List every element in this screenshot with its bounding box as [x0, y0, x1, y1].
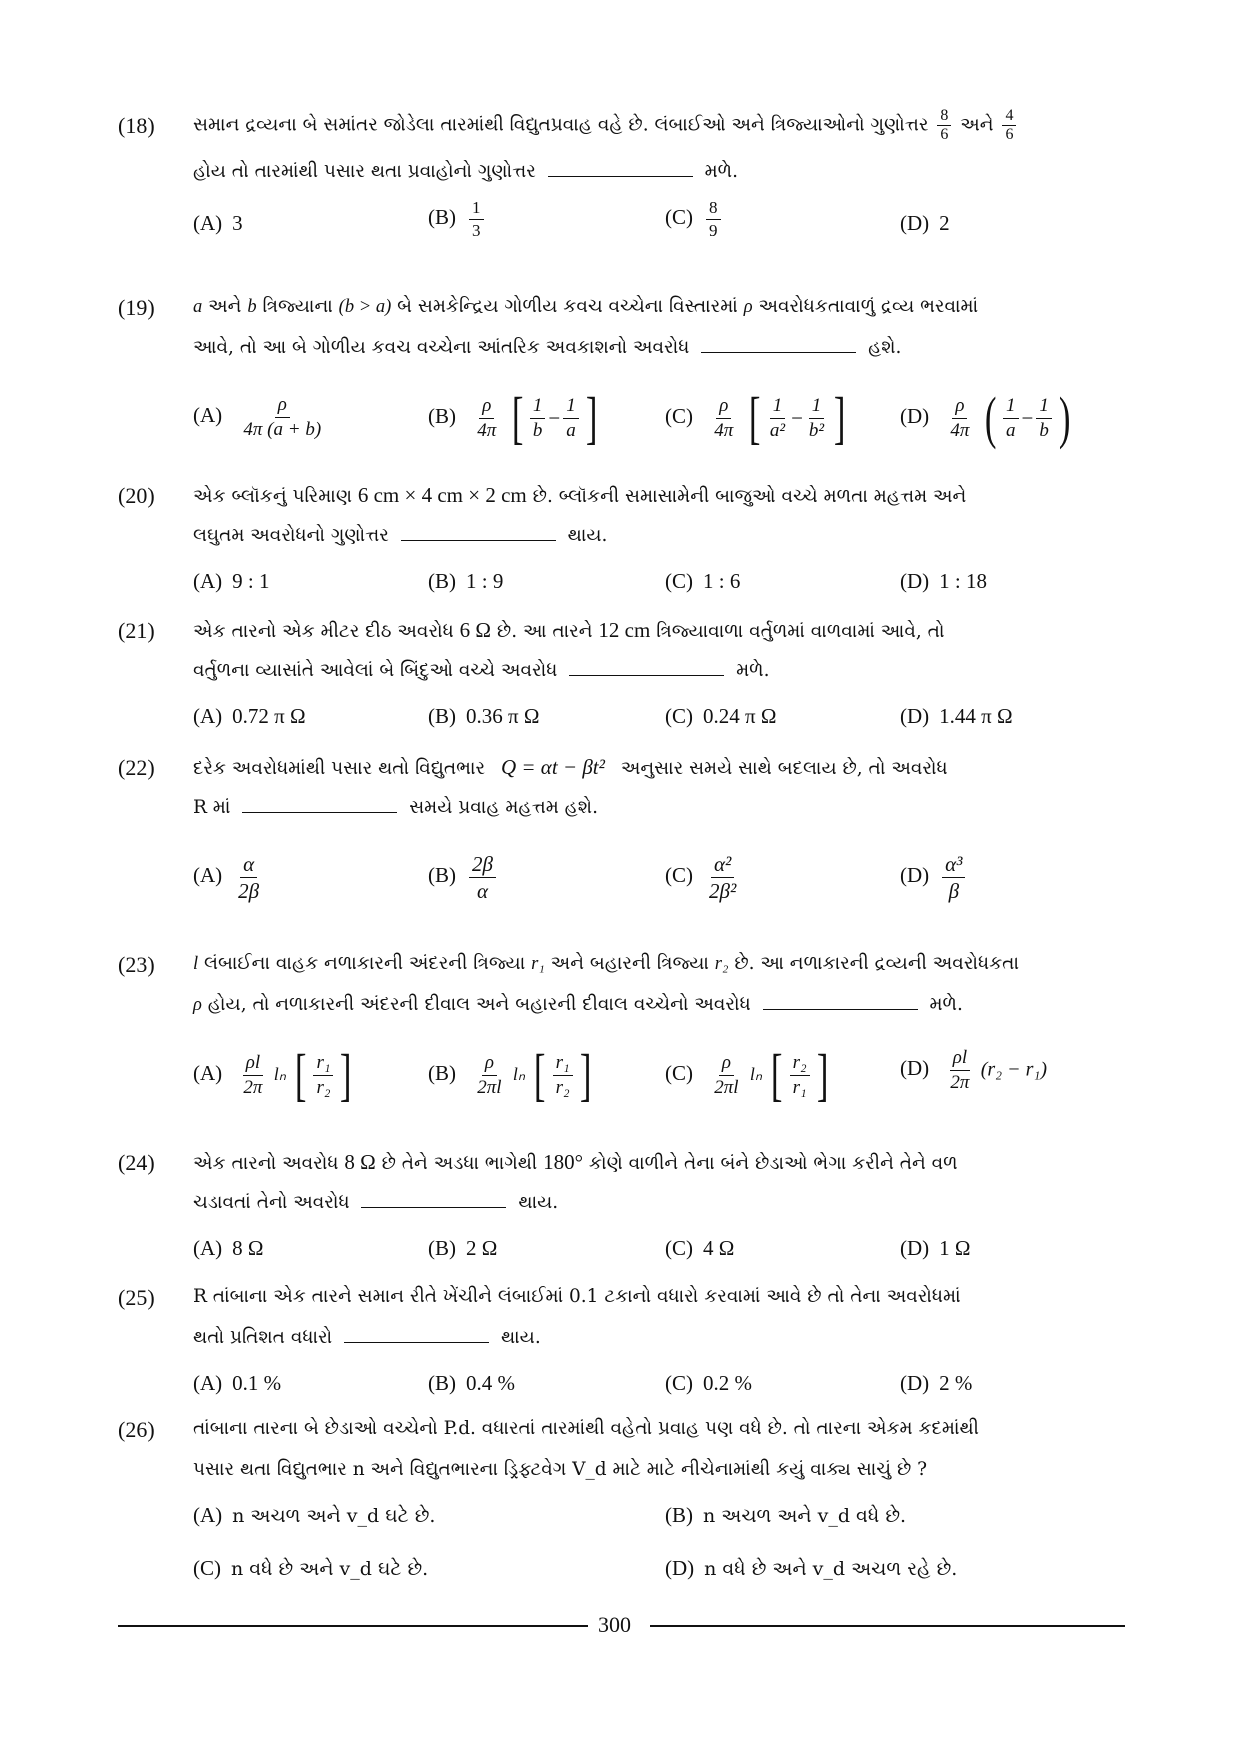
option-label: (C): [665, 704, 693, 728]
math-symbol: b: [247, 297, 257, 317]
option-a[interactable]: (A) $\frac{\rho l}{2\pi}$ lₙ [ $\frac{\text{r₁}}{\text{r₂}}$ ]: [193, 1042, 352, 1107]
question-text: લંબાઈના વાહક નળાકારની અંદરની ત્રિજ્યા: [204, 953, 526, 974]
option-label: (A): [193, 403, 223, 428]
option-a[interactable]: [193, 569, 270, 594]
option-b[interactable]: [428, 1371, 515, 1396]
math-expression: Q = αt − βt²: [500, 755, 605, 779]
option-value: 4 Ω: [703, 1236, 735, 1260]
fraction-denominator: 2π: [950, 1072, 970, 1093]
option-label: (D): [900, 569, 930, 593]
option-label: (A): [193, 863, 223, 888]
fraction-numerator: 4: [1002, 107, 1016, 126]
question-text: એક બ્લૉકનું પરિમાણ: [193, 486, 352, 507]
question-text: થાય.: [500, 1327, 541, 1348]
option-label: (D): [900, 211, 930, 235]
math-expression: 180°: [543, 1150, 584, 1174]
question-text: મળે.: [929, 994, 963, 1015]
question-text: R તાંબાના એક તારને સમાન રીતે ખેંચીને લંબાઈમાં 0.1 ટકાનો વધારો કરવામાં આવે છે તો તેના અવરોધમાં: [193, 1286, 961, 1307]
option-label: (D): [900, 1371, 930, 1395]
question-text: લઘુતમ અવરોધનો ગુણોત્તર: [193, 525, 389, 546]
math-expression: (b > a): [338, 297, 392, 317]
answer-blank: [569, 661, 724, 676]
fraction-numerator: 1: [469, 197, 484, 220]
option-a[interactable]: [193, 1503, 435, 1528]
fraction-numerator: 1: [530, 394, 546, 419]
option-value: n વધે છે અને v_d અચળ રહે છે.: [704, 1558, 958, 1580]
option-label: (B): [428, 569, 456, 593]
option-d[interactable]: [900, 704, 1013, 729]
question-text: છે. આ નળાકારની દ્રવ્યની અવરોધકતા: [734, 953, 1019, 974]
fraction-numerator: 2β: [469, 851, 496, 878]
option-c[interactable]: [665, 851, 742, 904]
math-symbol: a: [193, 297, 203, 317]
log-symbol: lₙ: [749, 1063, 762, 1084]
question-number: (20): [118, 483, 155, 508]
option-label: (C): [665, 1060, 693, 1085]
operator: −: [1021, 405, 1034, 430]
fraction-denominator: 2β: [238, 879, 260, 903]
option-value: n અચળ અને v_d વધે છે.: [703, 1505, 907, 1527]
fraction-denominator: 2π: [243, 1076, 263, 1098]
fraction-denominator: 6: [1005, 126, 1014, 143]
question-text: છે તેને અડધા ભાગેથી: [381, 1153, 538, 1174]
question-number: (18): [118, 113, 155, 138]
question-number: (21): [118, 618, 155, 643]
option-c[interactable]: [665, 197, 724, 242]
option-value: 0.2 %: [703, 1371, 752, 1395]
option-label: (C): [665, 863, 693, 888]
option-a[interactable]: [193, 1236, 264, 1261]
fraction-numerator: 1: [1036, 394, 1052, 419]
option-label: (D): [900, 704, 930, 728]
answer-blank: [344, 1328, 489, 1343]
answer-blank: [401, 526, 556, 541]
fraction-denominator: a: [566, 419, 576, 441]
option-label: (A): [193, 1236, 223, 1260]
question-text: થાય.: [567, 525, 608, 546]
option-value: 0.1 %: [232, 1371, 282, 1395]
option-d[interactable]: [665, 1556, 957, 1581]
math-symbol: r₁: [531, 954, 545, 974]
answer-blank: [763, 995, 918, 1010]
option-d[interactable]: (D) $\frac{\rho}{4\pi}$ ( $\frac{1}{a}$ − $\frac{1}{b}$ ): [900, 385, 1071, 450]
answer-blank: [361, 1193, 506, 1208]
fraction-denominator: r₁: [792, 1076, 807, 1098]
option-value: 0.24 π Ω: [703, 704, 777, 728]
option-value: 3: [232, 211, 243, 235]
question-text: વર્તુળના વ્યાસાંતે આવેલાં બે બિંદુઓ વચ્ચે અવરોધ: [193, 660, 558, 681]
fraction-numerator: 1: [770, 394, 786, 419]
fraction-numerator: ρ: [719, 1051, 734, 1076]
question-text: બે સમકેન્દ્રિય ગોળીય કવચ વચ્ચેના વિસ્તારમાં: [397, 296, 738, 317]
fraction-denominator: b: [532, 419, 543, 441]
fraction-numerator: r₁: [553, 1051, 573, 1076]
question-text: એક તારનો એક મીટર દીઠ અવરોધ: [193, 621, 454, 642]
option-c[interactable]: (C) $\frac{\rho}{4\pi}$ [ $\frac{1}{\text{a²}}$ − $\frac{1}{\text{b²}}$ ]: [665, 385, 846, 450]
option-label: (C): [665, 205, 693, 230]
question-text: તાંબાના તારના બે છેડાઓ વચ્ચેનો P.d. વધારતાં તારમાંથી વહેતો પ્રવાહ પણ વધે છે. તો તારના એકમ કદમાંથી: [193, 1418, 979, 1439]
option-b[interactable]: [428, 197, 487, 242]
answer-blank: [242, 798, 397, 813]
fraction-denominator: 6: [940, 126, 949, 143]
option-a[interactable]: [193, 704, 306, 729]
fraction-numerator: 8: [706, 197, 721, 220]
option-label: (C): [665, 1236, 693, 1260]
option-c[interactable]: [665, 569, 740, 594]
option-a[interactable]: [193, 211, 243, 236]
option-value: 1 : 18: [939, 569, 987, 593]
fraction-denominator: 4π: [950, 419, 970, 441]
option-label: (D): [900, 1056, 930, 1081]
option-label: (D): [900, 863, 930, 888]
fraction-denominator: 3: [472, 221, 481, 240]
question-text: દરેક અવરોધમાંથી પસાર થતો વિદ્યુતભાર: [193, 758, 486, 779]
option-a[interactable]: [193, 1371, 281, 1396]
option-d[interactable]: [900, 1236, 971, 1261]
footer-rule-right: [650, 1625, 1125, 1627]
option-label: (C): [665, 1371, 693, 1395]
question-text: સમયે પ્રવાહ મહત્તમ હશે.: [409, 797, 598, 818]
fraction-denominator: b: [1039, 419, 1049, 441]
math-expression: 6 Ω: [459, 618, 491, 642]
fraction-denominator: r₂: [555, 1076, 570, 1098]
option-c[interactable]: [193, 1556, 428, 1581]
option-b[interactable]: [428, 569, 503, 594]
fraction-denominator: a: [1006, 419, 1016, 441]
fraction-numerator: r₁: [313, 1051, 333, 1076]
option-label: (A): [193, 211, 223, 235]
option-label: (C): [665, 403, 693, 428]
fraction-numerator: α: [240, 851, 257, 878]
question-text: સમાન દ્રવ્યના બે સમાંતર જોડેલા તારમાંથી વિદ્યુતપ્રવાહ વહે છે. લંબાઈઓ અને ત્રિજ્યાઓનો ગુણોત્તર: [193, 114, 929, 136]
option-d[interactable]: [900, 851, 968, 904]
option-c[interactable]: [665, 1236, 734, 1261]
fraction-numerator: ρ: [482, 1051, 497, 1076]
answer-blank: [701, 338, 856, 353]
question-text: થતો પ્રતિશત વધારો: [193, 1327, 333, 1348]
question-number: (25): [118, 1285, 155, 1310]
fraction-denominator: 2πl: [477, 1076, 502, 1098]
option-label: (D): [900, 1236, 930, 1260]
option-b[interactable]: (B) $\frac{\rho}{2\pi l}$ lₙ [ $\frac{\text{r₁}}{\text{r₂}}$ ]: [428, 1042, 592, 1107]
option-label: (C): [193, 1556, 221, 1580]
math-symbol: l: [193, 954, 199, 974]
fraction-numerator: 1: [563, 394, 579, 419]
log-symbol: lₙ: [273, 1063, 286, 1084]
fraction-numerator: ρl: [243, 1051, 263, 1076]
question-text: અને: [960, 114, 994, 136]
operator: −: [791, 405, 803, 430]
option-label: (B): [428, 704, 456, 728]
option-value: n અચળ અને v_d ઘટે છે.: [232, 1505, 436, 1527]
fraction-denominator: α: [476, 879, 488, 903]
option-value: 9 : 1: [232, 569, 270, 593]
fraction-denominator: b²: [808, 419, 825, 441]
option-value: 0.72 π Ω: [232, 704, 306, 728]
option-value: 1 : 9: [466, 569, 504, 593]
math-symbol: ρ: [743, 297, 753, 317]
question-text: પસાર થતા વિદ્યુતભાર n અને વિદ્યુતભારના ડ્રિફ્ટવેગ V_d માટે માટે નીચેનામાંથી કયું વાક્ય સાચું છે ?: [193, 1459, 928, 1480]
math-symbol: ρ: [193, 995, 202, 1015]
option-label: (A): [193, 1371, 223, 1395]
option-a[interactable]: [193, 393, 327, 442]
option-b[interactable]: (B) $\frac{\rho}{4\pi}$ [ $\frac{1}{b}$ − $\frac{1}{a}$ ]: [428, 385, 598, 450]
option-value: 1 : 6: [703, 569, 741, 593]
question-text: મળે.: [736, 660, 770, 681]
option-label: (D): [900, 403, 930, 428]
option-label: (B): [428, 1371, 456, 1395]
question-text: અનુસાર સમયે સાથે બદલાય છે, તો અવરોધ: [620, 758, 948, 779]
option-value: 0.4 %: [466, 1371, 515, 1395]
math-expression: 8 Ω: [344, 1150, 376, 1174]
option-value: 8 Ω: [232, 1236, 264, 1260]
option-label: (A): [193, 704, 223, 728]
question-text: એક તારનો અવરોધ: [193, 1153, 339, 1174]
answer-blank: [548, 162, 693, 177]
option-label: (B): [428, 403, 456, 428]
log-symbol: lₙ: [512, 1063, 525, 1084]
option-value: 2 Ω: [466, 1236, 498, 1260]
question-text: અને: [208, 296, 242, 317]
fraction-numerator: ρ: [952, 394, 967, 419]
question-number: (22): [118, 755, 155, 780]
option-c[interactable]: (C) $\frac{\rho}{2\pi l}$ lₙ [ $\frac{\text{r₂}}{\text{r₁}}$ ]: [665, 1042, 829, 1107]
footer-rule-left: [118, 1625, 588, 1627]
question-number: (26): [118, 1417, 155, 1442]
page-number: 300: [598, 1612, 631, 1637]
question-text: હશે.: [868, 337, 902, 358]
fraction-denominator: 9: [709, 221, 718, 240]
option-d[interactable]: [900, 211, 950, 236]
question-text: આવે, તો આ બે ગોળીય કવચ વચ્ચેના આંતરિક અવકાશનો અવરોધ: [193, 337, 690, 358]
option-c[interactable]: [665, 704, 776, 729]
math-expression: 12 cm: [598, 618, 651, 642]
question-text: ત્રિજ્યાવાળા વર્તુળમાં વાળવામાં આવે, તો: [656, 621, 945, 642]
option-label: (B): [428, 205, 456, 230]
math-expression: 6 cm × 4 cm × 2 cm: [357, 483, 527, 507]
question-text: છે. આ તારને: [496, 621, 593, 642]
question-text: હોય, તો નળાકારની અંદરની દીવાલ અને બહારની દીવાલ વચ્ચેનો અવરોધ: [207, 994, 751, 1015]
option-value: n વધે છે અને v_d ઘટે છે.: [231, 1558, 429, 1580]
math-symbol: r₂: [714, 954, 729, 974]
question-text: હોય તો તારમાંથી પસાર થતા પ્રવાહોનો ગુણોત્તર: [193, 161, 536, 182]
question-text: અવરોધકતાવાળું દ્રવ્ય ભરવામાં: [758, 296, 979, 317]
question-text: ત્રિજ્યાના: [262, 296, 333, 317]
question-text: R માં: [193, 797, 231, 818]
option-value: 1.44 π Ω: [939, 704, 1013, 728]
fraction-denominator: β: [948, 879, 960, 903]
fraction-numerator: 1: [1003, 394, 1019, 419]
option-a[interactable]: [193, 851, 265, 904]
fraction-numerator: α²: [711, 851, 734, 878]
math-expression: (r₂ − r₁): [980, 1058, 1047, 1081]
fraction-numerator: r₂: [790, 1051, 810, 1076]
option-b[interactable]: [428, 851, 499, 904]
question-text: ચડાવતાં તેનો અવરોધ: [193, 1192, 350, 1213]
option-value: 1 Ω: [939, 1236, 971, 1260]
option-value: 0.36 π Ω: [466, 704, 540, 728]
option-value: 2: [939, 211, 950, 235]
fraction-denominator: 2β²: [709, 879, 737, 903]
option-label: (C): [665, 569, 693, 593]
fraction-numerator: α³: [942, 851, 965, 878]
option-b[interactable]: [665, 1503, 906, 1528]
fraction-numerator: ρ: [275, 393, 290, 418]
question-number: (23): [118, 952, 155, 977]
fraction-denominator: 4π: [714, 419, 734, 441]
option-b[interactable]: [428, 1236, 497, 1261]
fraction-numerator: 8: [937, 107, 951, 126]
option-label: (B): [428, 1060, 456, 1085]
option-label: (B): [428, 863, 456, 888]
fraction-numerator: ρ: [716, 394, 731, 419]
question-text: થાય.: [518, 1192, 559, 1213]
fraction-numerator: ρ: [479, 394, 494, 419]
option-label: (A): [193, 569, 223, 593]
operator: −: [548, 405, 561, 430]
fraction-denominator: 4π (a + b): [243, 419, 322, 440]
fraction-denominator: 4π: [477, 419, 497, 441]
option-label: (A): [193, 1503, 223, 1527]
question-number: (19): [118, 295, 155, 320]
option-label: (A): [193, 1060, 223, 1085]
fraction-numerator: 1: [809, 394, 825, 419]
option-value: 2 %: [939, 1371, 973, 1395]
option-d[interactable]: [900, 1046, 1047, 1095]
fraction-denominator: a²: [769, 419, 786, 441]
option-d[interactable]: [900, 569, 987, 594]
option-label: (B): [665, 1503, 693, 1527]
question-text: છે. બ્લૉકની સમાસામેની બાજુઓ વચ્ચે મળતા મહત્તમ અને: [532, 486, 967, 507]
question-text: કોણે વાળીને તેના બંને છેડાઓ ભેગા કરીને તેને વળ: [588, 1153, 958, 1174]
option-d[interactable]: [900, 1371, 972, 1396]
question-text: અને બહારની ત્રિજ્યા: [550, 953, 709, 974]
option-b[interactable]: [428, 704, 539, 729]
option-c[interactable]: [665, 1371, 752, 1396]
question-text: મળે.: [704, 161, 738, 182]
fraction-numerator: ρl: [950, 1046, 970, 1071]
fraction-denominator: 2πl: [714, 1076, 739, 1098]
option-label: (D): [665, 1556, 695, 1580]
option-label: (B): [428, 1236, 456, 1260]
question-number: (24): [118, 1150, 155, 1175]
fraction-denominator: r₂: [316, 1076, 331, 1098]
